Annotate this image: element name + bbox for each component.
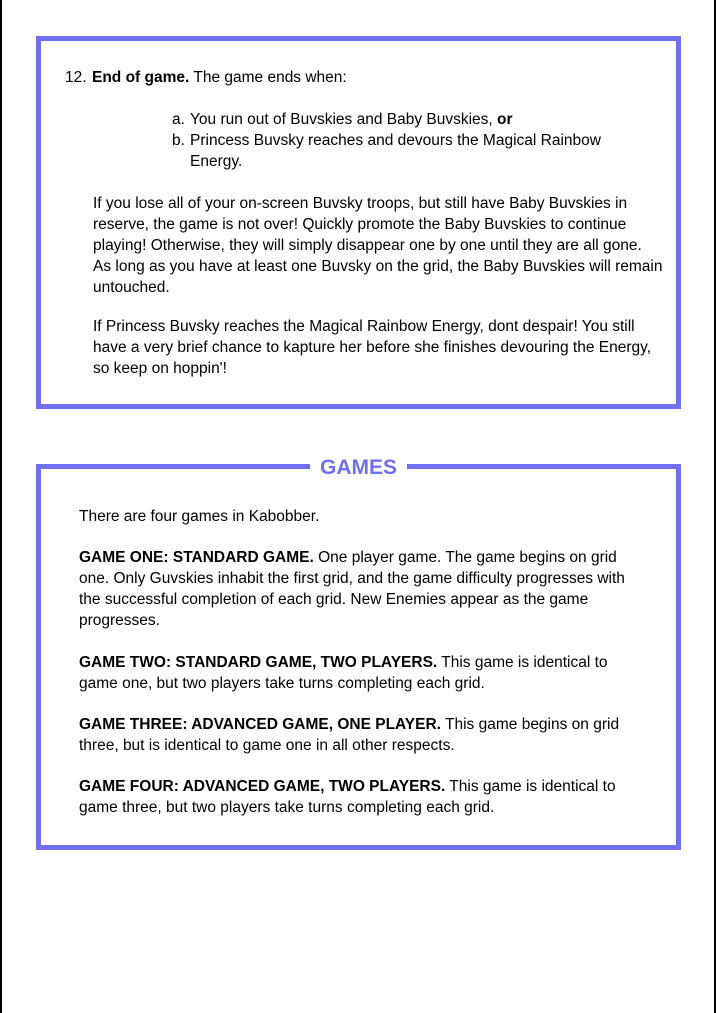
item-heading: End of game. bbox=[92, 69, 190, 86]
end-condition-text-main: You run out of Buvskies and Baby Buvskies, bbox=[190, 111, 498, 128]
game-four-description bbox=[79, 776, 649, 818]
game-heading: GAME ONE: STANDARD GAME. bbox=[79, 549, 314, 566]
end-of-game-box bbox=[36, 36, 681, 409]
end-of-game-item bbox=[65, 67, 655, 88]
game-text: This game is identical to game one, but two players take turns completing each grid. bbox=[79, 654, 608, 692]
end-conditions-list bbox=[172, 109, 642, 172]
end-condition-bold: or bbox=[497, 111, 513, 128]
games-intro: There are four games in Kabobber. bbox=[79, 508, 320, 525]
paragraph-princess: If Princess Buvsky reaches the Magical Rainbow Energy, dont despair! You still have a very brief chance to kapture her before she finishes devouring the Energy, so keep on hoppin'! bbox=[93, 318, 652, 377]
paragraph-lose-troops: If you lose all of your on-screen Buvsky troops, but still have Baby Buvskies in reserve, the game is not over! Quickly promote the Baby Buvskies to continue playing! Otherwise, they will simply disappear one by one until they are all gone. As long as you have at least one Buvsky on the grid, the Baby Buvskies will remain untouched. bbox=[93, 195, 663, 296]
end-condition-item bbox=[172, 109, 642, 130]
item-intro: The game ends when: bbox=[189, 69, 347, 86]
game-heading: GAME THREE: ADVANCED GAME, ONE PLAYER. bbox=[79, 716, 441, 733]
item-number: 12. bbox=[65, 69, 87, 86]
game-three-description bbox=[79, 714, 649, 756]
games-box bbox=[36, 456, 681, 850]
end-condition-text bbox=[190, 109, 513, 130]
game-two-description bbox=[79, 652, 649, 694]
end-condition-text: Princess Buvsky reaches and devours the Magical Rainbow Energy. bbox=[190, 132, 601, 170]
game-text: One player game. The game begins on grid one. Only Guvskies inhabit the first grid, and the game difficulty progresses with the successful completion of each grid. New Enemies appear as the game progresses. bbox=[79, 549, 625, 629]
games-title-wrapper bbox=[41, 456, 676, 480]
game-text: This game is identical to game three, but two players take turns completing each grid. bbox=[79, 778, 616, 816]
game-text: This game begins on grid three, but is identical to game one in all other respects. bbox=[79, 716, 620, 754]
game-heading: GAME TWO: STANDARD GAME, TWO PLAYERS. bbox=[79, 654, 438, 671]
game-one-description bbox=[79, 547, 649, 631]
end-condition-item bbox=[172, 130, 642, 172]
end-condition-letter: b. bbox=[172, 132, 185, 149]
page-edge-left bbox=[0, 0, 2, 1013]
game-heading: GAME FOUR: ADVANCED GAME, TWO PLAYERS. bbox=[79, 778, 446, 795]
games-title: GAMES bbox=[310, 456, 407, 479]
end-condition-letter: a. bbox=[172, 111, 185, 128]
